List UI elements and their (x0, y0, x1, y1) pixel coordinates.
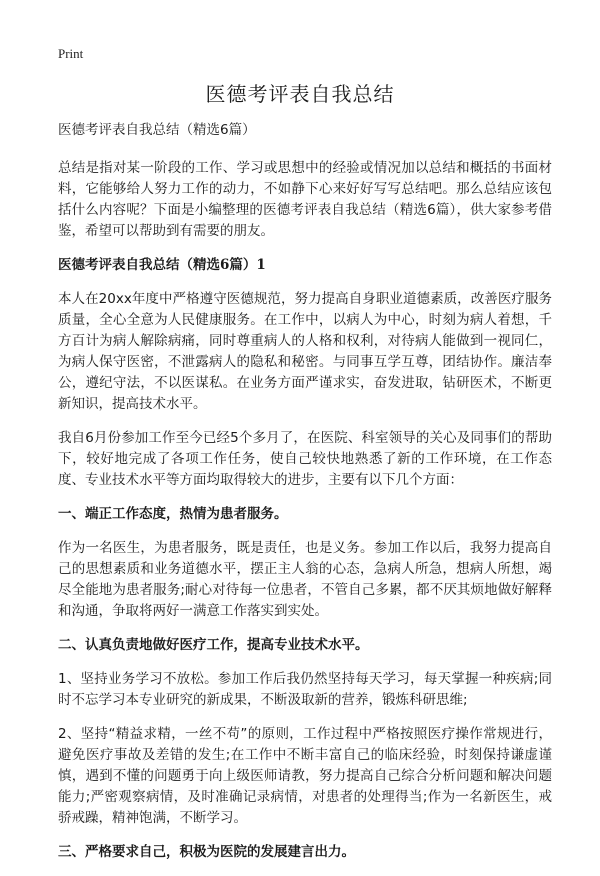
section-heading-1: 医德考评表自我总结（精选6篇）1 (58, 257, 266, 273)
document-title: 医德考评表自我总结 (205, 82, 395, 106)
intro-paragraph: 总结是指对某一阶段的工作、学习或思想中的经验或情况加以总结和概括的书面材料，它能够给人努力工作的动力，不如静下心来好好写写总结吧。那么总结应该包括什么内容呢？下面是小编整理的医德考评表自我总结（精选6篇），供大家参考借鉴，希望可以帮助到有需要的朋友。 (58, 160, 552, 239)
subheading-medical-work: 二、认真负责地做好医疗工作，提高专业技术水平。 (58, 637, 369, 653)
document-subtitle: 医德考评表自我总结（精选6篇） (58, 122, 256, 138)
paragraph-1: 本人在20xx年度中严格遵守医德规范，努力提高自身职业道德素质，改善医疗服务质量，全心全意为人民健康服务。在工作中，以病人为中心，时刻为病人着想，千方百计为病人解除病痛，同时尊重病人的人格和权利，对待病人能做到一视同仁，为病人保守医密，不泄露病人的隐私和秘密。与同事互学互尊，团结协作。廉洁奉公，遵纪守法，不以医谋私。在业务方面严谨求实，奋发进取，钻研医术，不断更新知识，提高技术水平。 (58, 291, 552, 412)
subheading-attitude: 一、端正工作态度，热情为患者服务。 (58, 506, 288, 522)
print-link[interactable]: Print (58, 46, 84, 61)
paragraph-3: 作为一名医生，为患者服务，既是责任，也是义务。参加工作以后，我努力提高自己的思想素质和业务道德水平，摆正主人翁的心态，急病人所急，想病人所想，竭尽全能地为患者服务;耐心对待每一位患者，不管自己多累，都不厌其烦地做好解释和沟通，争取将两好一满意工作落实到实处。 (58, 540, 552, 619)
paragraph-4: 1、坚持业务学习不放松。参加工作后我仍然坚持每天学习，每天掌握一种疾病;同时不忘学习本专业研究的新成果，不断汲取新的营养，锻炼科研思维; (58, 671, 552, 708)
document-body (58, 120, 552, 876)
subheading-self-discipline: 三、严格要求自己，积极为医院的发展建言出力。 (58, 844, 355, 860)
paragraph-5: 2、坚持“精益求精，一丝不苟”的原则，工作过程中严格按照医疗操作常规进行，避免医疗事故及差错的发生;在工作中不断丰富自己的临床经验，时刻保持谦虚谨慎，遇到不懂的问题勇于向上级医师请教，努力提高自己综合分析问题和解决问题能力;严密观察病情，及时准确记录病情，对患者的处理得当;作为一名新医生，戒骄戒躁，精神饱满，不断学习。 (58, 726, 552, 826)
paragraph-2: 我自6月份参加工作至今已经5个多月了，在医院、科室领导的关心及同事们的帮助下，较好地完成了各项工作任务，使自己较快地熟悉了新的工作环境，在工作态度、专业技术水平等方面均取得较大的进步，主要有以下几个方面： (58, 430, 552, 488)
